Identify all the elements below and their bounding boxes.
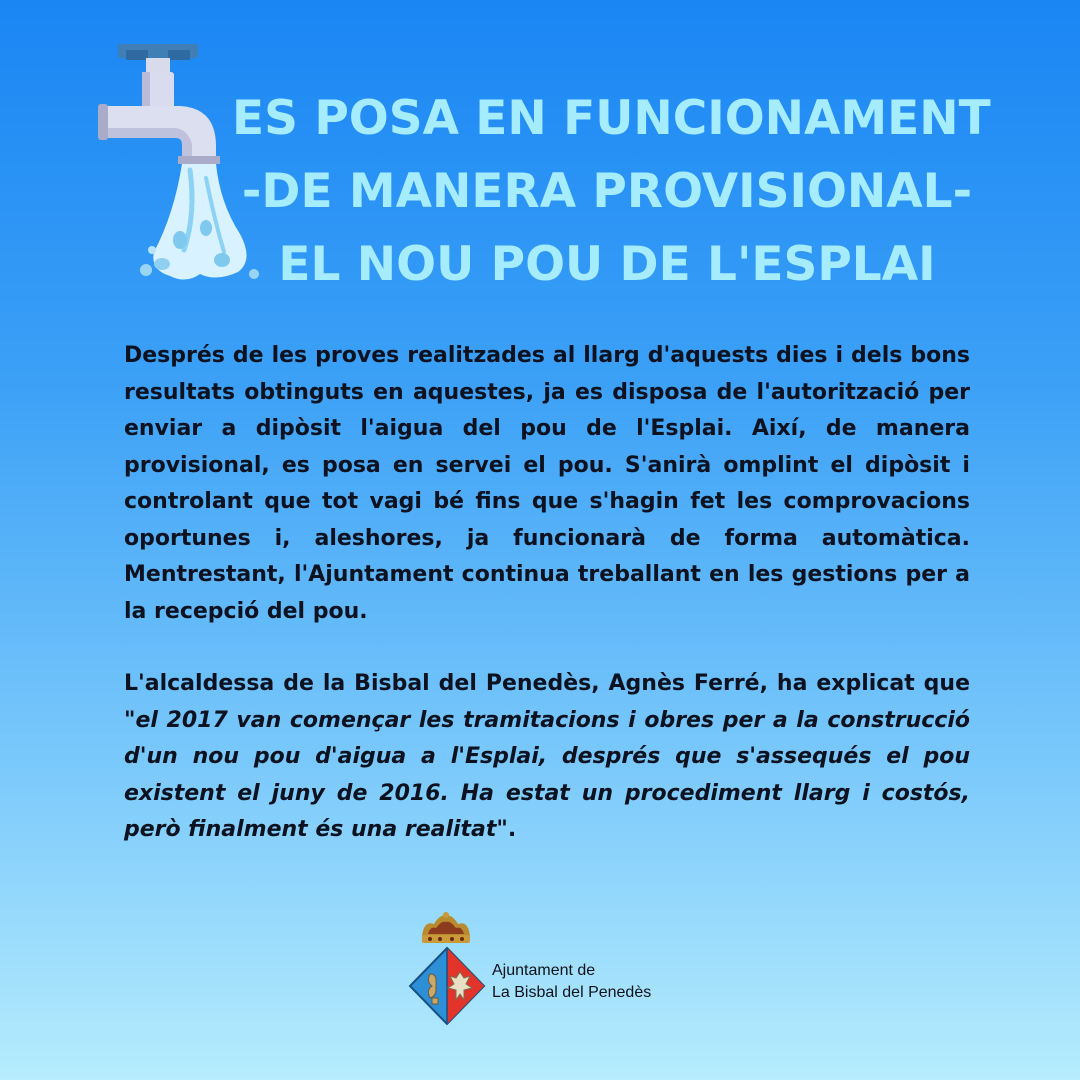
paragraph-1-highlight: Així, de manera provisional, es posa en servei el pou. bbox=[124, 416, 970, 478]
article-body bbox=[124, 338, 970, 871]
paragraph-2-end: ". bbox=[496, 817, 517, 842]
headline bbox=[232, 82, 991, 301]
paragraph-2-lead: L'alcaldessa de la Bisbal del Penedès, Agnès Ferré, ha explicat que bbox=[124, 671, 970, 696]
headline-line-3: EL NOU POU DE L'ESPLAI bbox=[278, 237, 936, 292]
paragraph-1 bbox=[124, 338, 970, 630]
mayor-quote: "el 2017 van començar les tramitacions i obres per a la construcció d'un nou pou d'aigua a l'Esplai, després que s'assequés el pou existent el juny de 2016. Ha estat un procediment llarg i costós, però finalment és una realitat bbox=[124, 707, 970, 842]
headline-line-2: -DE MANERA PROVISIONAL- bbox=[241, 164, 973, 219]
town-hall-name-line-1: Ajuntament de bbox=[492, 962, 596, 979]
crown-icon bbox=[418, 910, 474, 946]
town-hall-name-line-2: La Bisbal del Penedès bbox=[492, 984, 652, 1001]
town-hall-logo bbox=[408, 910, 698, 1030]
paragraph-1-intro: Després de les proves realitzades al llarg d'aquests dies i dels bons resultats obtinguts en aquestes, ja es disposa de l'autorització per enviar a dipòsit l'aigua del pou de l'Esplai. bbox=[124, 343, 970, 441]
town-hall-name bbox=[492, 960, 651, 1004]
paragraph-2 bbox=[124, 666, 970, 849]
headline-line-1: ES POSA EN FUNCIONAMENT bbox=[232, 91, 991, 146]
coat-of-arms-icon bbox=[408, 946, 486, 1026]
paragraph-1-rest: S'anirà omplint el dipòsit i controlant que tot vagi bé fins que s'hagin fet les comprovacions oportunes i, aleshores, ja funcionarà de forma automàtica. Mentrestant, l'Ajuntament continua treballant en les gestions per a la recepció del pou. bbox=[124, 452, 970, 624]
